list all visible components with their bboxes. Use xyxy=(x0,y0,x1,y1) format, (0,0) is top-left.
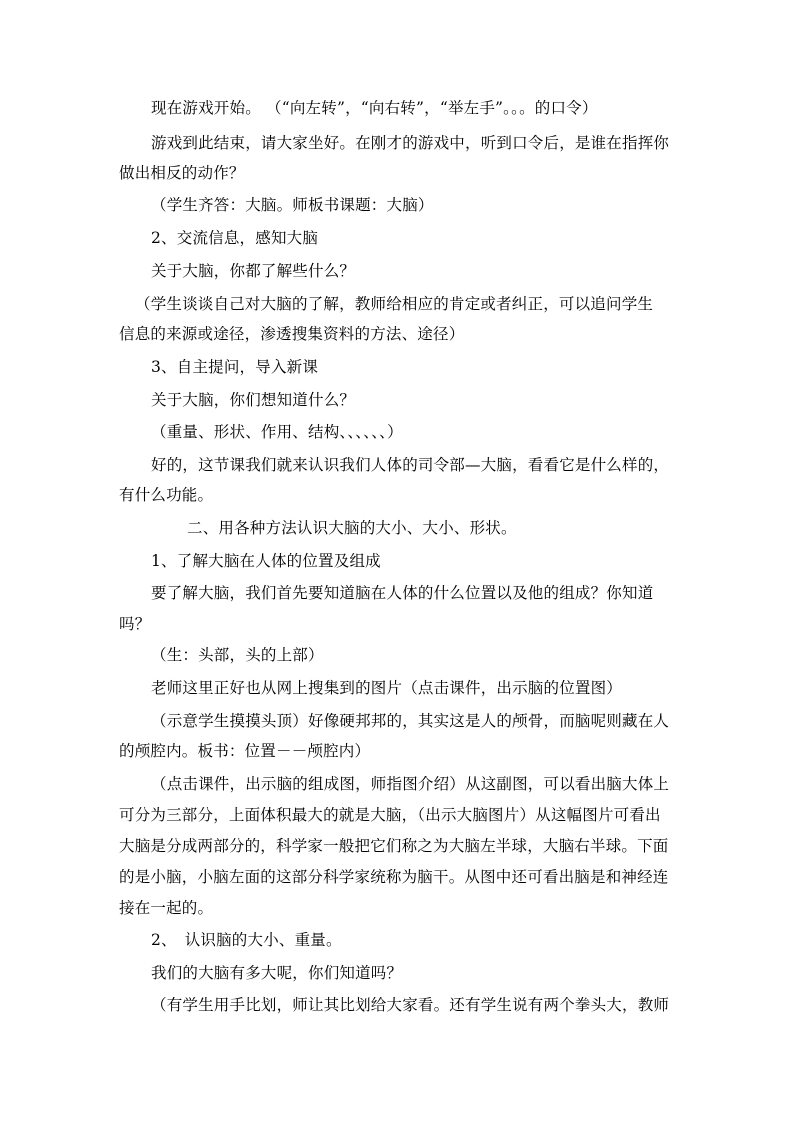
text-line-3: 做出相反的动作？ xyxy=(119,164,245,182)
text-line-6: 关于大脑，你都了解些什么？ xyxy=(151,262,356,280)
text-line-16: 要了解大脑，我们首先要知道脑在人体的什么位置以及他的组成？你知道 xyxy=(151,584,654,602)
text-line-15: 1、了解大脑在人体的位置及组成 xyxy=(151,552,381,570)
text-line-5: 2、交流信息，感知大脑 xyxy=(151,229,319,247)
text-line-2: 游戏到此结束，请大家坐好。在刚才的游戏中，听到口令后，是谁在指挥你 xyxy=(151,134,670,152)
text-line-9: 3、自主提问，导入新课 xyxy=(151,358,319,376)
text-line-8: 信息的来源或途径，渗透搜集资料的方法、途径） xyxy=(119,325,465,343)
text-line-7: （学生谈谈自己对大脑的了解，教师给相应的肯定或者纠正，可以追问学生 xyxy=(135,295,654,313)
text-line-4: （学生齐答：大脑。师板书课题：大脑） xyxy=(151,196,434,214)
text-line-11: （重量、形状、作用、结构、、、、、、） xyxy=(151,423,403,441)
text-line-13: 有什么功能。 xyxy=(119,486,214,504)
text-line-10: 关于大脑，你们想知道什么？ xyxy=(151,391,356,409)
text-line-26: 接在一起的。 xyxy=(119,899,214,917)
text-line-14: 二、用各种方法认识大脑的大小、大小、形状。 xyxy=(187,519,517,537)
text-line-20: （示意学生摸摸头顶）好像硬邦邦的，其实这是人的颅骨，而脑呢则藏在人 xyxy=(151,712,670,730)
text-line-23: 可分为三部分，上面体积最大的就是大脑，（出示大脑图片）从这幅图片可看出 xyxy=(119,806,661,824)
text-line-21: 的颅腔内。板书：位置－－颅腔内） xyxy=(119,742,371,760)
text-line-28: 我们的大脑有多大呢，你们知道吗？ xyxy=(151,964,403,982)
text-line-18: （生：头部，头的上部） xyxy=(151,646,324,664)
text-line-29: （有学生用手比划，师让其比划给大家看。还有学生说有两个拳头大，教师 xyxy=(151,996,670,1014)
text-line-25: 的是小脑，小脑左面的这部分科学家统称为脑干。从图中还可看出脑是和神经连 xyxy=(119,868,669,886)
text-line-24: 大脑是分成两部分的，科学家一般把它们称之为大脑左半球，大脑右半球。下面 xyxy=(119,837,669,855)
text-line-1: 现在游戏开始。 （“向左转”，“向右转”，“举左手”。。。的口令） xyxy=(151,99,598,117)
text-line-19: 老师这里正好也从网上搜集到的图片（点击课件，出示脑的位置图） xyxy=(151,679,623,697)
text-line-17: 吗？ xyxy=(119,615,151,633)
text-line-12: 好的，这节课我们就来认识我们人体的司令部—大脑，看看它是什么样的， xyxy=(151,456,670,474)
text-line-27: 2、 认识脑的大小、重量。 xyxy=(151,931,342,949)
text-line-22: （点击课件，出示脑的组成图，师指图介绍）从这副图，可以看出脑大体上 xyxy=(151,775,670,793)
